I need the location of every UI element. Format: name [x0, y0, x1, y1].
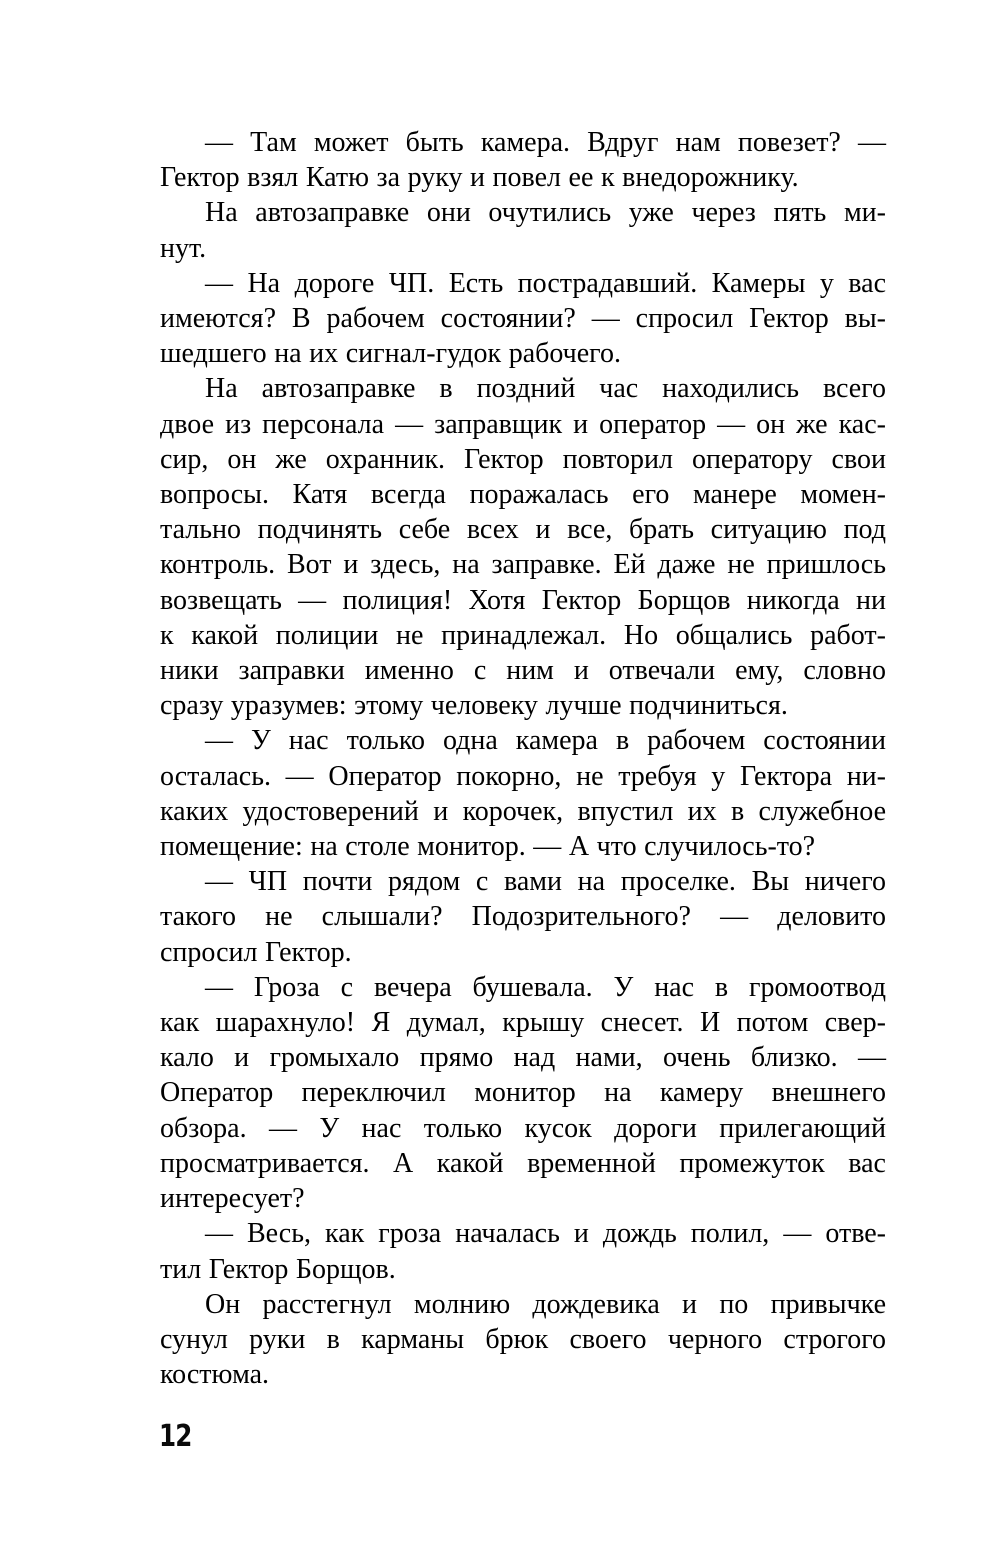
- paragraph: [160, 864, 886, 970]
- text-line: такого не слышали? Подозрительного? — деловито: [160, 901, 886, 933]
- text-line: нут.: [160, 232, 207, 264]
- text-line: сир, он же охранник. Гектор повторил оператору свои: [160, 443, 886, 475]
- text-line: — ЧП почти рядом с вами на проселке. Вы ничего: [205, 866, 886, 898]
- text-line: — Гроза с вечера бушевала. У нас в громоотвод: [205, 971, 886, 1003]
- text-line: ники заправки именно с ним и отвечали ему, словно: [160, 655, 886, 687]
- text-line: имеются? В рабочем состоянии? — спросил Гектор вы-: [160, 303, 886, 335]
- text-line: На автозаправке в поздний час находились всего: [205, 373, 886, 405]
- paragraph: [160, 195, 886, 265]
- text-line: к какой полиции не принадлежал. Но общались работ-: [160, 619, 886, 651]
- text-line: Он расстегнул молнию дождевика и по привычке: [205, 1288, 886, 1320]
- text-line: шедшего на их сигнал-гудок рабочего.: [160, 338, 621, 370]
- paragraph: [160, 125, 886, 195]
- text-line: тально подчинять себе всех и все, брать ситуацию под: [160, 514, 886, 546]
- paragraph: [160, 371, 886, 723]
- text-line: вопросы. Катя всегда поражалась его манере момен-: [160, 479, 886, 511]
- text-line: кало и громыхало прямо над нами, очень близко. —: [160, 1042, 886, 1074]
- paragraph: [160, 723, 886, 864]
- text-line: как шарахнуло! Я думал, крышу снесет. И потом свер-: [160, 1007, 886, 1039]
- text-line: Гектор взял Катю за руку и повел ее к внедорожнику.: [160, 162, 799, 194]
- text-line: — У нас только одна камера в рабочем состоянии: [205, 725, 886, 757]
- text-line: сразу уразумев: этому человеку лучше подчиниться.: [160, 690, 788, 722]
- text-line: — Там может быть камера. Вдруг нам повезет? —: [205, 127, 886, 158]
- text-line: интересует?: [160, 1183, 305, 1215]
- text-line: осталась. — Оператор покорно, не требуя у Гектора ни-: [160, 760, 886, 792]
- text-line: сунул руки в карманы брюк своего черного строгого: [160, 1323, 886, 1355]
- text-line: — Весь, как гроза началась и дождь полил, — отве-: [205, 1218, 886, 1250]
- text-line: контроль. Вот и здесь, на заправке. Ей даже не пришлось: [160, 549, 886, 581]
- text-line: костюма.: [160, 1359, 270, 1391]
- text-line: На автозаправке они очутились уже через пять ми-: [205, 197, 886, 229]
- text-line: возвещать — полиция! Хотя Гектор Борщов никогда ни: [160, 584, 886, 616]
- paragraph: [160, 970, 886, 1216]
- page-number: 12: [159, 1419, 192, 1454]
- text-line: каких удостоверений и корочек, впустил их в служебное: [160, 795, 886, 827]
- text-line: двое из персонала — заправщик и оператор — он же кас-: [160, 408, 886, 440]
- paragraph: [160, 266, 886, 372]
- paragraph: [160, 1287, 886, 1393]
- text-line: — На дороге ЧП. Есть пострадавший. Камеры у вас: [205, 267, 886, 299]
- text-line: помещение: на столе монитор. — А что случилось-то?: [160, 831, 816, 863]
- text-block: [160, 125, 886, 1392]
- text-line: Оператор переключил монитор на камеру внешнего: [160, 1077, 886, 1109]
- text-line: тил Гектор Борщов.: [160, 1253, 396, 1285]
- paragraph: [160, 1216, 886, 1286]
- text-line: просматривается. А какой временной промежуток вас: [160, 1147, 886, 1179]
- text-line: спросил Гектор.: [160, 936, 352, 968]
- text-line: обзора. — У нас только кусок дороги прилегающий: [160, 1112, 886, 1144]
